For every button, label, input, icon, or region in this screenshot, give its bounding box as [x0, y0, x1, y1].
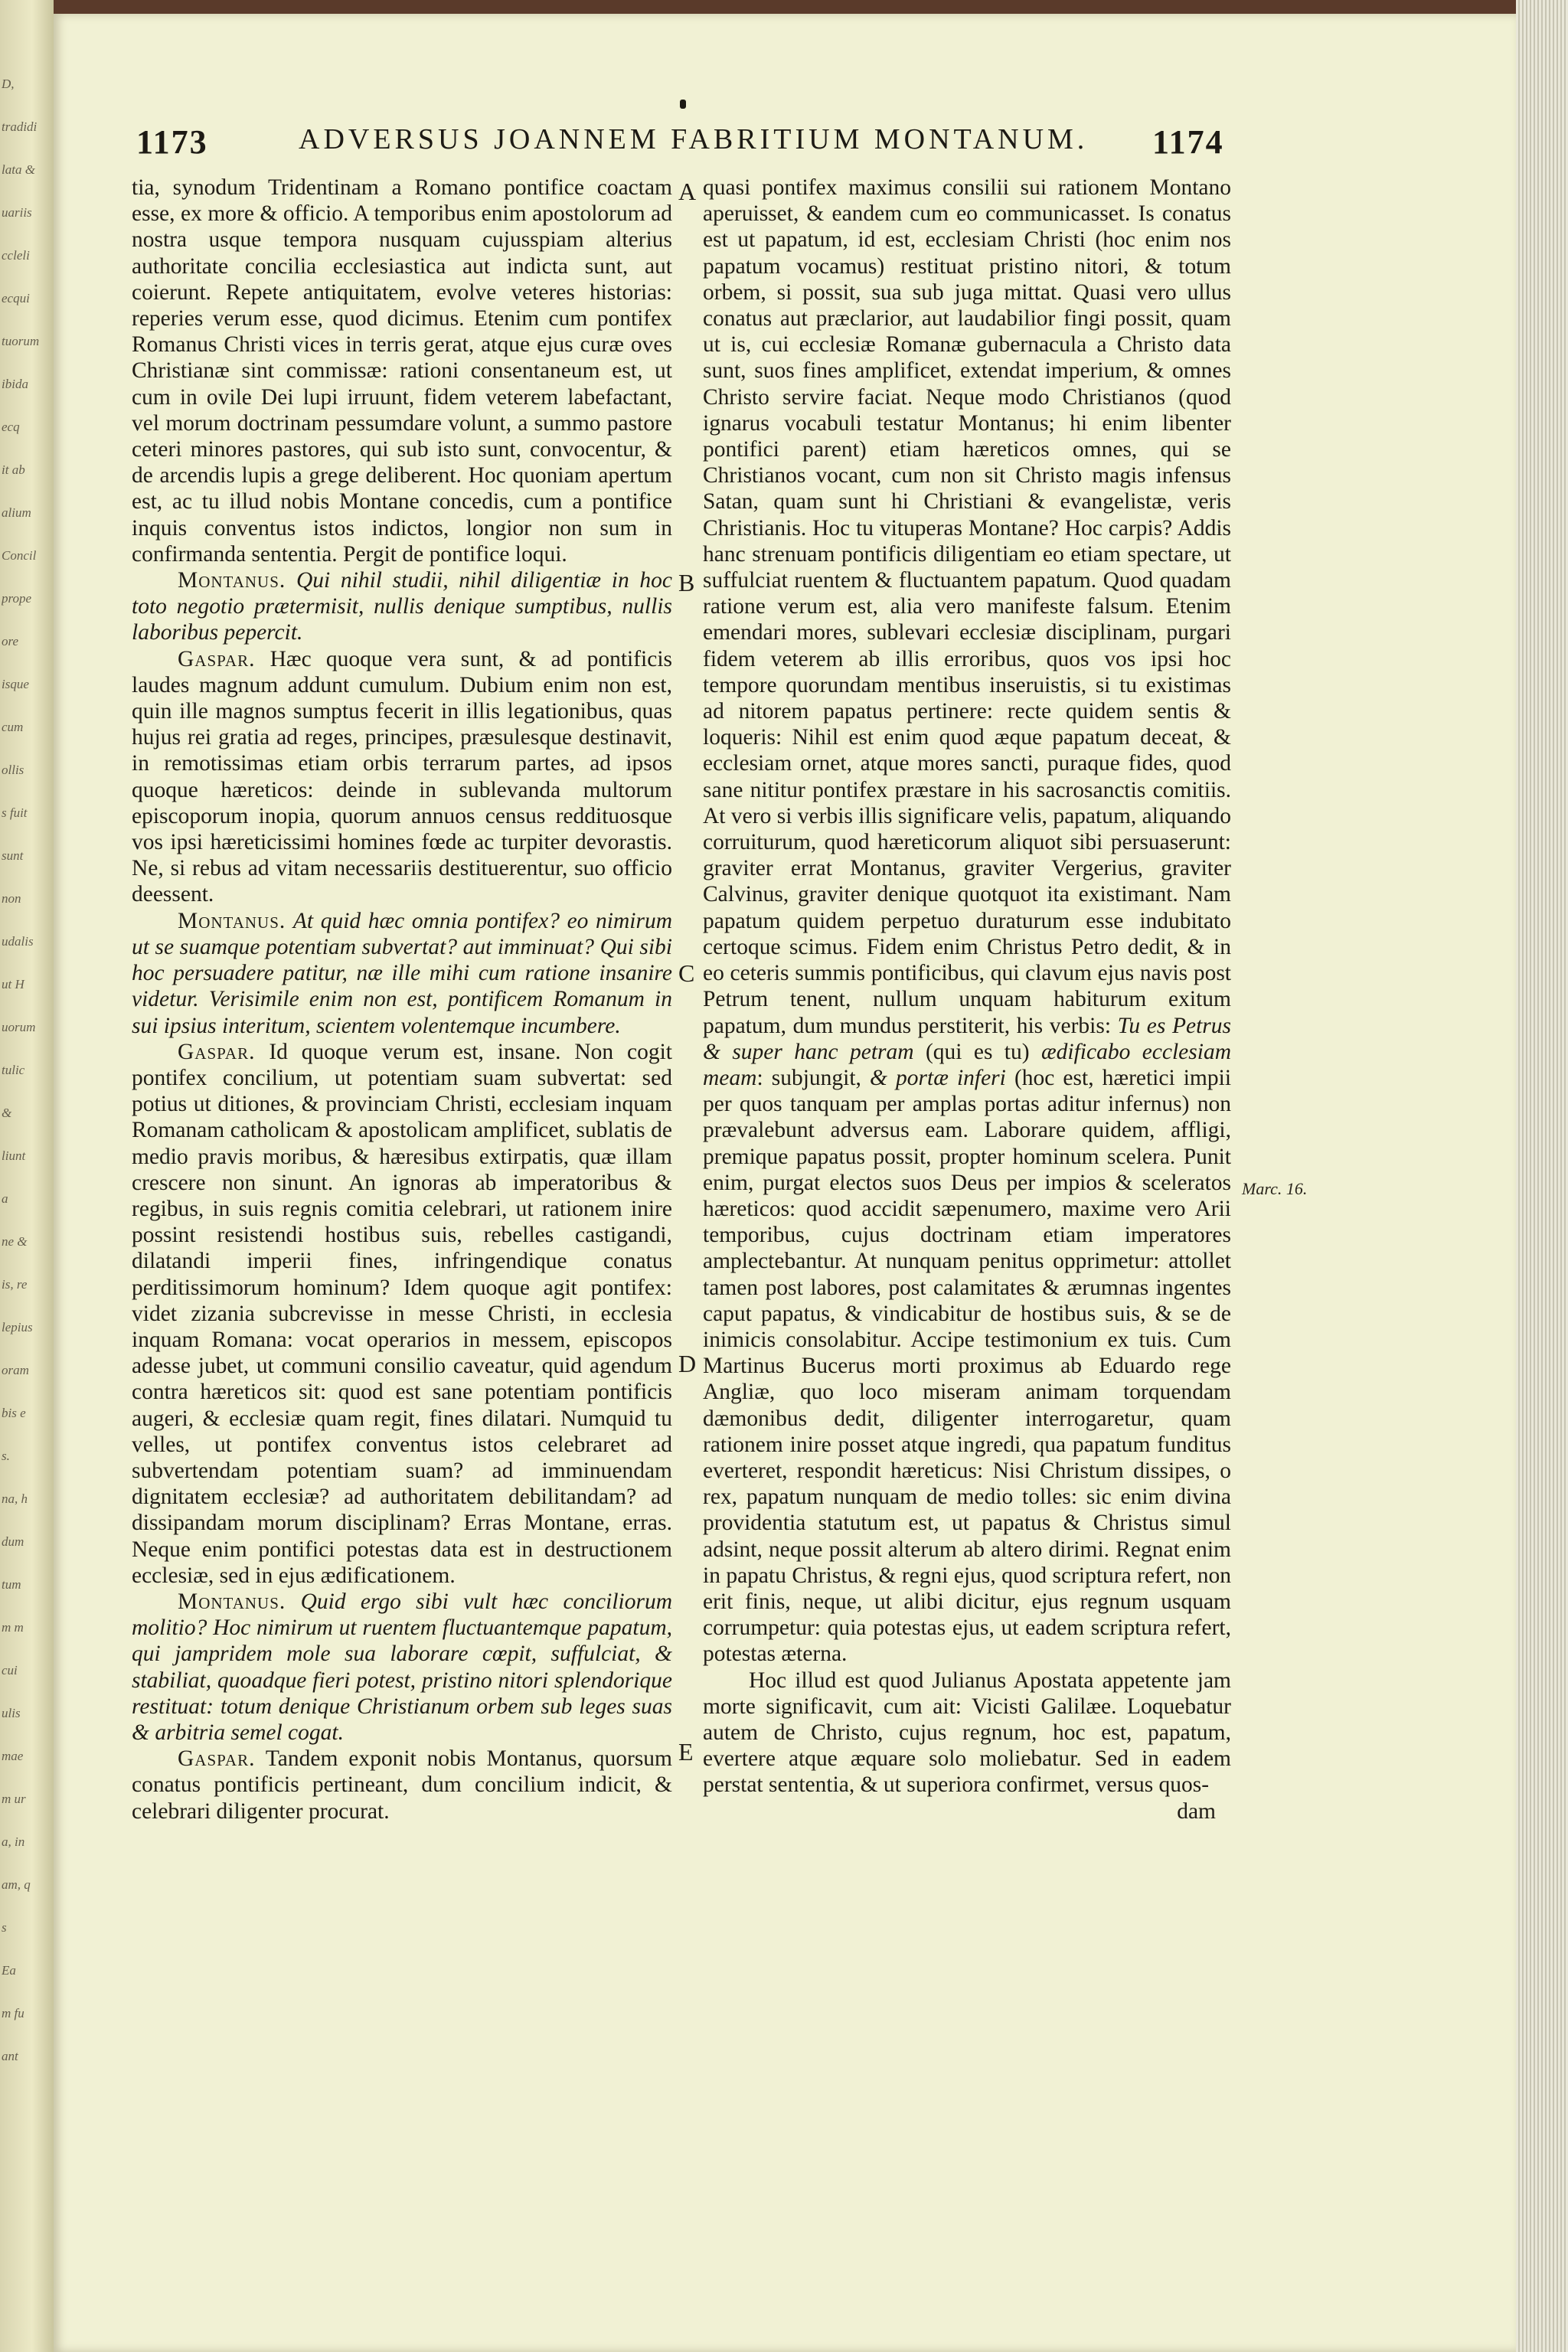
speech-text: Qui nihil studii, nihil diligentiæ in hoc toto negotio prætermisit, nullis denique sumptibus, nullis laboribus pepercit. [132, 568, 672, 645]
facing-page-fragment: & [2, 1106, 12, 1120]
facing-page-fragment: tuorum [2, 334, 40, 348]
right-column [703, 175, 1231, 1824]
facing-page-fragment: ulis [2, 1706, 21, 1720]
speaker-name: Gaspar. [178, 1746, 256, 1772]
facing-page-fragment: oram [2, 1363, 29, 1377]
speech-text: At quid hæc omnia pontifex? eo nimirum ut se suamque potentiam subvertat? aut imminuat? Qui sibi hoc persuadere patitur, næ ille mihi cum ratione insanire videtur. Verisimile enim non est, pontificem Romanum in sui ipsius interitum, scientem volentemque incumbere. [132, 908, 673, 1038]
facing-page-fragment: ibida [2, 377, 28, 391]
catchword: dam [1177, 1798, 1216, 1824]
facing-page-fragment: m ur [2, 1792, 26, 1806]
section-letter: B [678, 569, 695, 596]
ink-mark [680, 100, 686, 109]
scripture-quote: & portæ inferi [870, 1065, 1006, 1090]
facing-page-fragment: s fuit [2, 805, 28, 820]
paragraph [132, 1589, 672, 1746]
facing-page-fragment: na, h [2, 1491, 28, 1506]
facing-page-fragment: liunt [2, 1148, 26, 1163]
facing-page-fragment: a, in [2, 1834, 25, 1849]
right-page-number: 1174 [1152, 123, 1224, 161]
paragraph [703, 175, 1231, 1668]
facing-page-fragment: tum [2, 1577, 21, 1592]
running-title: ADVERSUS JOANNEM FABRITIUM MONTANUM. [299, 123, 1089, 155]
text-run: (hoc est, hæretici impii per quos tanquam per amplas portas aditur infernus) non prævalebunt adversus eam. Laborare quidem, affligi, premique papatus possit, propter hominum scelera. Punit enim, purgat electos suos Deus per impios & sceleratos hæreticos: quod accidit sæpenumero, maxime vero Arii temporibus, cujus doctrinam etiam imperatores amplectebantur. At nunquam penitus opprimetur: attollet tamen post labores, post calamitates & ærumnas ingentes caput papatus, & vindicabitur de hostibus suis, & se de inimicis consolabitur. Accipe testimonium ex tuis. Cum Martinus Bucerus morti proximus ab Eduardo rege Angliæ, quo loco miseram animam torquendam dæmonibus dedit, diligenter interrogaretur, quam rationem inire posset atque ingredi, qua papatum funditus everteret, respondit hæreticus: Nisi Christum dissipes, o rex, papatum nunquam de medio tolles: sic enim divina providentia statutum est, ut papatus & Christus simul adsint, neque possit alterum ab altero dirimi. Regnat enim in papatu Christus, & regni ejus, quod scriptura refert, non erit finis, neque, ut alibi dicitur, ejus regnum usquam corrumpetur: quia potestas ejus, ut eadem scriptura refert, potestas æterna. [703, 1065, 1232, 1667]
speech-text: Hæc quoque vera sunt, & ad pontificis laudes magnum addunt cumulum. Dubium enim non est, quin ille magnos sumptus fecerit in illis legationibus, quas hujus rei gratia ad reges, principes, præsulesque destinavit, in remotissimas etiam orbis terrarum partes, ad ipsos quoque hæreticos: deinde in sublevanda multorum episcoporum inopia, quorum annuos census reddituosque vos ipsi hæreticissimi homines fœde ac turpiter devorastis. Ne, si rebus ad vitam necessariis destituerentur, suo officio deessent. [132, 646, 672, 907]
facing-page-fragment: Concil [2, 548, 37, 563]
speaker-name: Gaspar. [178, 1039, 256, 1064]
paragraph [132, 567, 672, 646]
margin-note: Marc. 16. [1242, 1179, 1308, 1198]
facing-page-fragment: ccleli [2, 248, 30, 263]
left-column [132, 175, 672, 1824]
paragraph [132, 1039, 672, 1589]
speech-text: Quid ergo sibi vult hæc conciliorum molitio? Hoc nimirum ut ruentem fluctuantemque papatum, qui jampridem mole sua laborare cœpit, suffulciat, & stabiliat, quoadque fieri potest, pristino nitori splendorique restituat: totum denique Christianum orbem sub leges suas & arbitria semel cogat. [132, 1589, 673, 1745]
facing-page-fragment: ore [2, 634, 19, 648]
speaker-name: Gaspar. [178, 646, 256, 671]
facing-page-fragment: ut H [2, 977, 24, 991]
text-run: (qui es tu) [925, 1039, 1030, 1064]
speaker-name: Montanus. [178, 908, 286, 933]
facing-page-fragment: dum [2, 1534, 24, 1549]
facing-page-edge [0, 0, 54, 2352]
facing-page-fragment: ant [2, 2049, 18, 2063]
facing-page-fragment: cui [2, 1663, 18, 1677]
speaker-name: Montanus. [178, 1589, 286, 1614]
paragraph [132, 908, 672, 1039]
facing-page-fragment: uorum [2, 1020, 36, 1034]
facing-page-fragment: lepius [2, 1320, 33, 1334]
facing-page-fragment: uariis [2, 205, 32, 220]
facing-page-fragment: Ea [2, 1963, 16, 1978]
speech-text: Tandem exponit nobis Montanus, quorsum conatus pontificis pertineant, dum concilium indicit, & celebrari diligenter procurat. [132, 1746, 672, 1824]
facing-page-fragment: m m [2, 1620, 24, 1635]
facing-page-fragment: tulic [2, 1063, 25, 1077]
facing-page-fragment: s. [2, 1449, 10, 1463]
scripture-quote: Tu es Petrus & super hanc petram [703, 1013, 1232, 1064]
text-run: : subjungit, [756, 1065, 861, 1090]
paragraph [132, 646, 672, 908]
facing-page-fragment: it ab [2, 462, 25, 477]
facing-page-fragment: lata & [2, 162, 35, 177]
facing-page-fragment: bis e [2, 1406, 26, 1420]
book-top-edge [54, 0, 1516, 14]
text-run: quasi pontifex maximus consilii sui rationem Montano aperuisset, & eandem cum eo communicasset. Is conatus est ut papatum, id est, ecclesiam Christi (hoc enim nos papatum vocamus) restituat pristino nitori, & totum orbem, si possit, sua sub juga mittat. Quasi vero ullus conatus aut præclarior, aut laudabilior fingi possit, quam ut is, cui ecclesiæ Romanæ gubernacula a Christo data sunt, suos fines amplificet, extendat imperium, & omnes Christo servire faciat. Neque modo Christianos (quod ignarus vocabuli testatur Montanus; hi enim libenter pontifici parent) etiam hæreticos omnes, qui se Christianos vocant, cum non sit Christo magis infensus Satan, quam sunt hi Christiani & evangelistæ, veris Christianis. Hoc tu vituperas Montane? Hoc carpis? Addis hanc strenuam pontificis diligentiam eo etiam spectare, ut suffulciat ruentem & fluctuantem papatum. Quod quadam ratione verum est, alia vero manifeste falsum. Etenim emendari mores, sublevari ecclesiæ disciplinam, purgari fidem veterem ab illis erroribus, quos vos ipsi hoc tempore quorundam mentibus inseruistis, si tu existimas ad nitorem papatus pertinere: recte quidem sentis & loqueris: Nihil est enim quod æque papatum deceat, & ecclesiam ornet, atque mores sancti, puraque fides, quod sane nititur pontifex præstare in his sacrosanctis comitiis. At vero si verbis illis significare velis, papatum, aliquando corruiturum, quod hæreticorum aliquot sibi persuaserunt: graviter errat Montanus, graviter Vergerius, graviter Calvinus, graviter denique quotquot ita existimant. Nam papatum quidem perpetuo duraturum esse indubitato certoque scimus. Fidem enim Christus Petro dedit, & in eo ceteris summis pontificibus, qui clavum ejus navis post Petrum tenent, nullum unquam habiturum exitum papatum, dum mundus perstiterit, his verbis: [703, 175, 1231, 1038]
scripture-quote: ædificabo ecclesiam meam [703, 1039, 1232, 1090]
facing-page-fragment: alium [2, 505, 31, 520]
paragraph [132, 1746, 672, 1824]
page-stack-edge [1516, 0, 1568, 2352]
facing-page-fragment: ecqui [2, 291, 30, 305]
section-letter: D [678, 1350, 697, 1377]
paragraph: Hoc illud est quod Julianus Apostata appetente jam morte significavit, cum ait: Vicisti Galilæe. Loquebatur autem de Christo, cujus regnum, hoc est, papatum, evertere atque æquare solo moliebatur. Sed in eadem perstat sententia, & ut superiora confirmet, versus quos- [703, 1668, 1231, 1798]
section-letter: A [678, 178, 697, 205]
facing-page-fragment: cum [2, 720, 24, 734]
section-letter: E [678, 1738, 694, 1766]
facing-page-fragment: isque [2, 677, 29, 691]
facing-page-fragment: m fu [2, 2006, 24, 2020]
facing-page-fragment: prope [2, 591, 32, 606]
facing-page-fragment: mae [2, 1749, 24, 1763]
facing-page-fragment: ne & [2, 1234, 28, 1249]
facing-page-fragment: D, [2, 77, 15, 91]
facing-page-fragment: tradidi [2, 119, 38, 134]
facing-page-fragment: a [2, 1191, 8, 1206]
section-letter: C [678, 959, 695, 987]
facing-page-fragment: is, re [2, 1277, 28, 1292]
facing-page-fragment: ecq [2, 420, 20, 434]
facing-page-fragment: am, q [2, 1877, 31, 1892]
speech-text: Id quoque verum est, insane. Non cogit pontifex concilium, ut potentiam suam subvertat: sed potius ut ditiones, & provinciam Christi, ecclesiam inquam Romanam catholicam & apostolicam amplificet, sublatis de medio pravis moribus, & hæresibus extirpatis, quæ illam crescere non sinunt. An ignoras ab imperatoribus & regibus, in suis regnis comitia celebrari, ut rationem inire possint resistendi hostibus suis, rebelles castigandi, dilatandi imperii fines, infringendique conatus perditissimorum hominum? Idem quoque agit pontifex: videt zizania subcrevisse in messe Christi, in ecclesia inquam Romana: vocat operarios in messem, episcopos adesse jubet, ut communi consilio caveatur, quid agendum contra hæreticos sit: quod est sane potentiam pontificis augeri, & ecclesiæ quam regit, fines dilatari. Numquid tu velles, ut pontifex conventus istos celebraret ad subvertendam potentiam suam? ad imminuendam dignitatem ecclesiæ? ad authoritatem debilitandam? ad dissipandam morum disciplinam? Erras Montane, erras. Neque enim pontifici potestas data est in destructionem ecclesiæ, sed in ejus ædificationem. [132, 1039, 673, 1588]
facing-page-fragment: s [2, 1920, 7, 1935]
facing-page-fragment: sunt [2, 848, 24, 863]
left-page-number: 1173 [136, 123, 208, 161]
facing-page-fragment: udalis [2, 934, 34, 949]
paragraph: tia, synodum Tridentinam a Romano pontifice coactam esse, ex more & officio. A temporibus enim apostolorum ad nostra usque tempora nusquam cujusspiam alterius authoritate concilia ecclesiastica aut indicta sunt, aut coierunt. Repete antiquitatem, evolve veteres historias: reperies verum esse, quod dicimus. Etenim cum pontifex Romanus Christi vices in terris gerat, atque ejus curæ oves Christianæ sint commissæ: rationi consentaneum est, ut cum in ovile Dei lupi irruunt, fidem veterem labefactant, vel morum doctrinam pessumdare volunt, a summo pastore ceteri minores pastores, qui sub isto sunt, convocentur, & de arcendis lupis a grege deliberent. Hoc quoniam apertum est, ac tu illud nobis Montane concedis, cum a pontifice inquis conventus istos indictos, longior non sum in confirmanda sententia. Pergit de pontifice loqui. [132, 175, 672, 567]
facing-page-fragment: non [2, 891, 21, 906]
facing-page-fragment: ollis [2, 763, 24, 777]
speaker-name: Montanus. [178, 568, 286, 593]
